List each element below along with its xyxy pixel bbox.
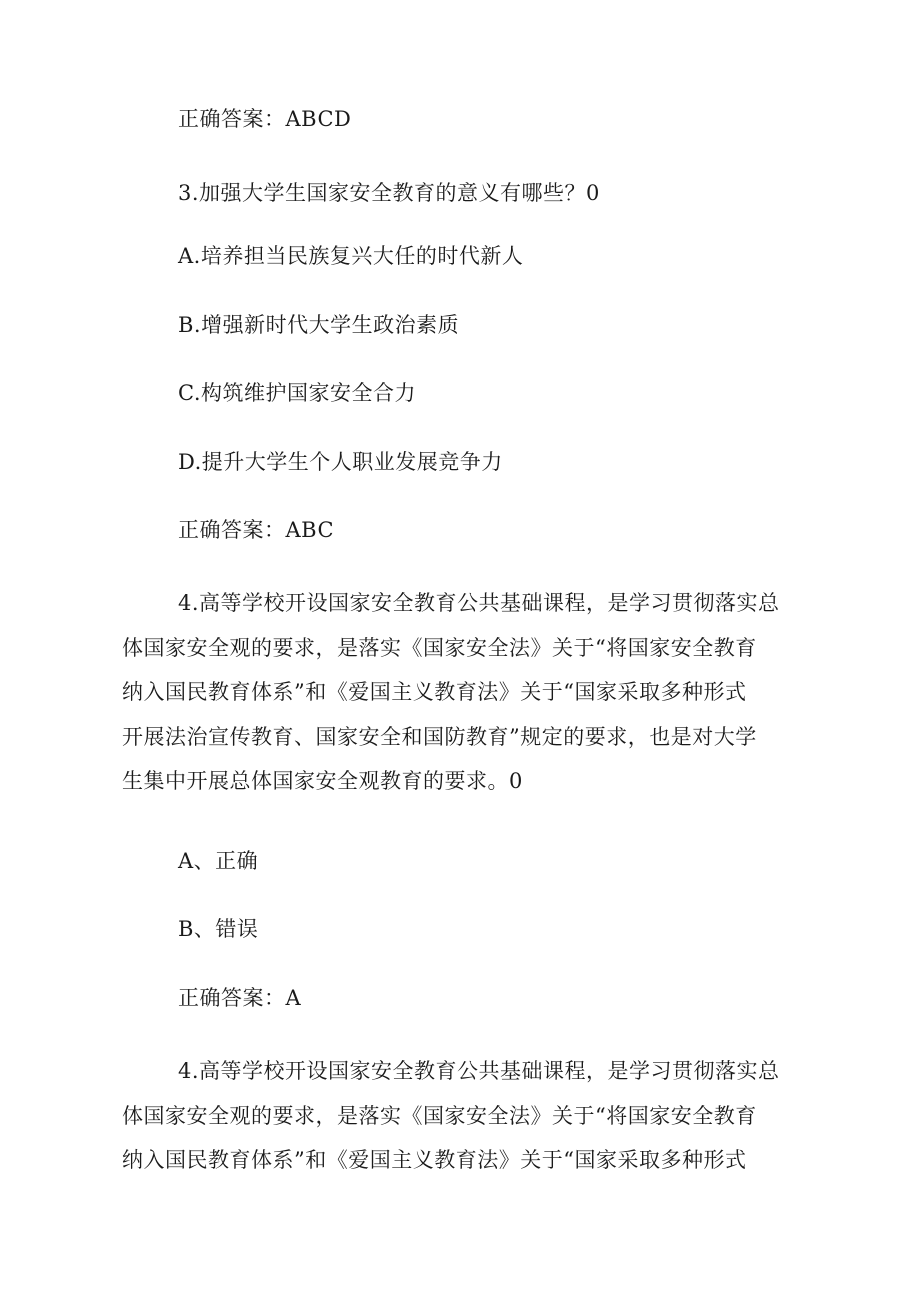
answer-line-q3: 正确答案：ABC bbox=[178, 518, 335, 542]
q3-option-a: A.培养担当民族复兴大任的时代新人 bbox=[178, 244, 524, 268]
q3-option-b: B.增强新时代大学生政治素质 bbox=[178, 313, 460, 337]
q4-option-a: A、正确 bbox=[178, 849, 259, 873]
question-4-paragraph bbox=[122, 581, 798, 804]
q4-line-2: 体国家安全观的要求，是落实《国家安全法》关于“将国家安全教育 bbox=[122, 635, 757, 660]
question-3: 3.加强大学生国家安全教育的意义有哪些？0 bbox=[178, 181, 600, 205]
q4-line-3: 纳入国民教育体系”和《爱国主义教育法》关于“国家采取多种形式 bbox=[122, 680, 747, 705]
q4-repeat-line-2: 体国家安全观的要求，是落实《国家安全法》关于“将国家安全教育 bbox=[122, 1103, 757, 1128]
q4-line-5: 生集中开展总体国家安全观教育的要求。0 bbox=[122, 769, 523, 794]
answer-line-q2: 正确答案：ABCD bbox=[178, 107, 352, 131]
q4-option-b: B、错误 bbox=[178, 917, 259, 941]
q3-option-c: C.构筑维护国家安全合力 bbox=[178, 381, 416, 405]
question-4-repeat-paragraph bbox=[122, 1049, 798, 1183]
q3-option-d: D.提升大学生个人职业发展竞争力 bbox=[178, 450, 503, 474]
q4-repeat-line-3: 纳入国民教育体系”和《爱国主义教育法》关于“国家采取多种形式 bbox=[122, 1148, 747, 1173]
q4-line-1: 4.高等学校开设国家安全教育公共基础课程，是学习贯彻落实总 bbox=[178, 591, 780, 615]
q4-line-4: 开展法治宣传教育、国家安全和国防教育”规定的要求，也是对大学 bbox=[122, 724, 757, 749]
q4-repeat-line-1: 4.高等学校开设国家安全教育公共基础课程，是学习贯彻落实总 bbox=[178, 1059, 780, 1083]
answer-line-q4: 正确答案：A bbox=[178, 986, 302, 1010]
